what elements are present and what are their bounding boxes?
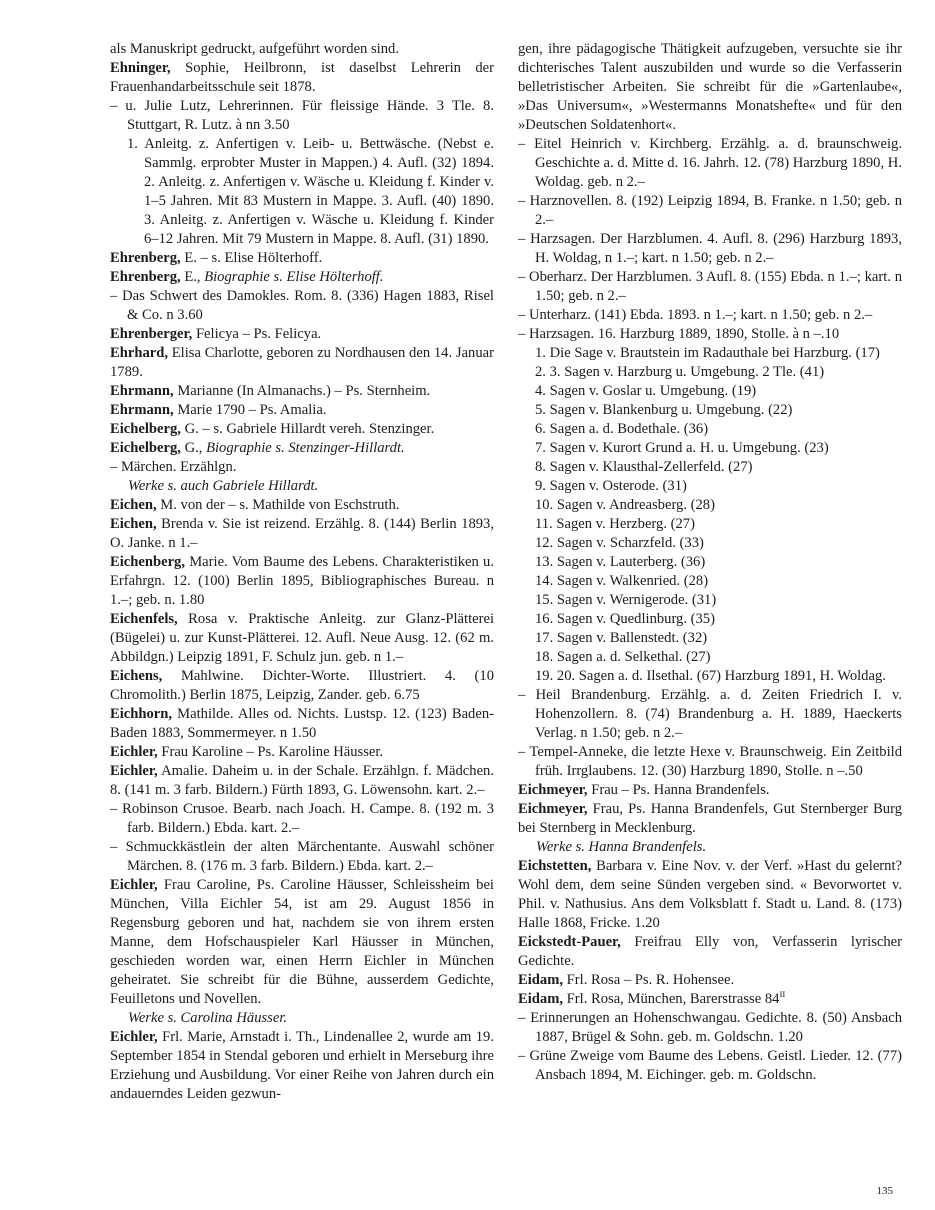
- entry-paragraph: – Harzsagen. 16. Harzburg 1889, 1890, Stolle. à n –.10: [518, 326, 840, 342]
- entry-paragraph: 2. 3. Sagen v. Harzburg u. Umgebung. 2 Tle. (41): [535, 364, 825, 380]
- entry-paragraph: Eichstetten, Barbara v. Eine Nov. v. der Verf. »Hast du gelernt? Wohl dem, dem seine Sünden vergeben sind. « Bevorwortet v. Phil. v. Nathusius. Ans dem Volksblatt f. Stadt u. Land. 8. (173) Halle 1868, Fricke. 1.20: [518, 858, 902, 931]
- page-number: 135: [876, 1185, 893, 1197]
- entry-paragraph: Ehrhard, Elisa Charlotte, geboren zu Nordhausen den 14. Januar 1789.: [110, 345, 494, 380]
- entry-paragraph: – Grüne Zweige vom Baume des Lebens. Geistl. Lieder. 12. (77) Ansbach 1894, M. Eichinger. geb. m. Goldschn.: [518, 1048, 902, 1083]
- entry-paragraph: – Harznovellen. 8. (192) Leipzig 1894, B. Franke. n 1.50; geb. n 2.–: [518, 193, 902, 228]
- entry-paragraph: Ehninger, Sophie, Heilbronn, ist daselbst Lehrerin der Frauenhandarbeitsschule seit 1878.: [110, 60, 494, 95]
- entry-paragraph: 5. Sagen v. Blankenburg u. Umgebung. (22): [535, 402, 793, 418]
- entry-paragraph: 7. Sagen v. Kurort Grund a. H. u. Umgebung. (23): [535, 440, 829, 456]
- entry-paragraph: 16. Sagen v. Quedlinburg. (35): [535, 611, 715, 627]
- entry-paragraph: – u. Julie Lutz, Lehrerinnen. Für fleissige Hände. 3 Tle. 8. Stuttgart, R. Lutz. à nn 3.50: [110, 98, 494, 133]
- entry-paragraph: Werke s. auch Gabriele Hillardt.: [128, 478, 319, 494]
- entry-paragraph: Ehrmann, Marie 1790 – Ps. Amalia.: [110, 402, 327, 418]
- left-column: [110, 40, 494, 1104]
- entry-paragraph: Werke s. Hanna Brandenfels.: [536, 839, 707, 855]
- entry-paragraph: – Tempel-Anneke, die letzte Hexe v. Braunschweig. Ein Zeitbild früh. Irrglaubens. 12. (30) Harzburg 1890, Stolle. n –.50: [518, 744, 902, 779]
- entry-paragraph: 12. Sagen v. Scharzfeld. (33): [535, 535, 704, 551]
- entry-paragraph: Ehrenberg, E. – s. Elise Hölterhoff.: [110, 250, 323, 266]
- entry-paragraph: Eichenberg, Marie. Vom Baume des Lebens. Charakteristiken u. Erfahrgn. 12. (100) Berlin 1895, Bibliographisches Bureau. n 1.–; geb. n. 1.80: [110, 554, 494, 608]
- entry-paragraph: 19. 20. Sagen a. d. Ilsethal. (67) Harzburg 1891, H. Woldag.: [535, 668, 886, 684]
- entry-paragraph: Ehrenberger, Felicya – Ps. Felicya.: [110, 326, 322, 342]
- right-column: [518, 40, 902, 1104]
- entry-paragraph: – Oberharz. Der Harzblumen. 3 Aufl. 8. (155) Ebda. n 1.–; kart. n 1.50; geb. n 2.–: [518, 269, 902, 304]
- entry-paragraph: – Erinnerungen an Hohenschwangau. Gedichte. 8. (50) Ansbach 1887, Brügel & Sohn. geb. m. Goldschn. 1.20: [518, 1010, 902, 1045]
- entry-paragraph: als Manuskript gedruckt, aufgeführt worden sind.: [110, 41, 399, 57]
- entry-paragraph: Eichelberg, G. – s. Gabriele Hillardt vereh. Stenzinger.: [110, 421, 435, 437]
- entry-paragraph: gen, ihre pädagogische Thätigkeit aufzugeben, versuchte sie ihr dichterisches Talent auszubilden und wurde so die Verfasserin belletristischer Arbeiten. Sie schreibt für die »Gartenlaube«, »Das Universum«, »Westermanns Monatshefte« und für den »Deutschen Soldatenhort«.: [518, 41, 902, 133]
- entry-paragraph: Eichler, Frau Caroline, Ps. Caroline Häusser, Schleissheim bei München, Villa Eichler 54, ist am 29. August 1856 in Regensburg geboren und hat, nachdem sie von ihrem ersten Manne, dem Hofschauspieler Karl Häusser in München, geschieden worden war, einen Herrn Eichler in München geheiratet. Sie schreibt für die Bühne, ausserdem Gedichte, Feuilletons und Novellen.: [110, 877, 494, 1007]
- entry-paragraph: Eichens, Mahlwine. Dichter-Worte. Illustriert. 4. (10 Chromolith.) Berlin 1875, Leipzig, Zander. geb. 6.75: [110, 668, 494, 703]
- entry-paragraph: Eichen, M. von der – s. Mathilde von Eschstruth.: [110, 497, 400, 513]
- entry-paragraph: 1. Anleitg. z. Anfertigen v. Leib- u. Bettwäsche. (Nebst e. Sammlg. erprobter Muster in Mappen.) 4. Aufl. (32) 1894. 2. Anleitg. z. Anfertigen v. Wäsche u. Kleidung f. Kinder v. 1–5 Jahren. Mit 83 Mustern in Mappe. 3. Aufl. (40) 1890. 3. Anleitg. z. Anfertigen v. Wäsche u. Kleidung f. Kinder 6–12 Jahren. Mit 79 Mustern in Mappe. 8. Aufl. (31) 1890.: [127, 136, 494, 247]
- entry-paragraph: 13. Sagen v. Lauterberg. (36): [535, 554, 706, 570]
- entry-paragraph: Eichler, Frl. Marie, Arnstadt i. Th., Lindenallee 2, wurde am 19. September 1854 in Stendal geboren und erhielt in Merseburg ihre Erziehung und Ausbildung. Vor einer Reihe von Jahren durch ein andauerndes Leiden gezwun-: [110, 1029, 494, 1102]
- entry-paragraph: Ehrenberg, E., Biographie s. Elise Hölterhoff.: [110, 269, 384, 285]
- entry-paragraph: – Märchen. Erzählgn.: [110, 459, 237, 475]
- entry-paragraph: 11. Sagen v. Herzberg. (27): [535, 516, 695, 532]
- entry-paragraph: Eichler, Amalie. Daheim u. in der Schale. Erzählgn. f. Mädchen. 8. (141 m. 3 farb. Bildern.) Fürth 1893, G. Löwensohn. kart. 2.–: [110, 763, 494, 798]
- entry-paragraph: 14. Sagen v. Walkenried. (28): [535, 573, 709, 589]
- entry-paragraph: Eickstedt-Pauer, Freifrau Elly von, Verfasserin lyrischer Gedichte.: [518, 934, 902, 969]
- text-columns: [110, 40, 902, 1104]
- entry-paragraph: – Robinson Crusoe. Bearb. nach Joach. H. Campe. 8. (192 m. 3 farb. Bildern.) Ebda. kart. 2.–: [110, 801, 494, 836]
- entry-paragraph: Eichelberg, G., Biographie s. Stenzinger-Hillardt.: [110, 440, 405, 456]
- entry-paragraph: Ehrmann, Marianne (In Almanachs.) – Ps. Sternheim.: [110, 383, 431, 399]
- entry-paragraph: – Das Schwert des Damokles. Rom. 8. (336) Hagen 1883, Risel & Co. n 3.60: [110, 288, 494, 323]
- entry-paragraph: 18. Sagen a. d. Selkethal. (27): [535, 649, 711, 665]
- entry-paragraph: Eichmeyer, Frau, Ps. Hanna Brandenfels, Gut Sternberger Burg bei Sternberg in Mecklenburg.: [518, 801, 902, 836]
- entry-paragraph: – Harzsagen. Der Harzblumen. 4. Aufl. 8. (296) Harzburg 1893, H. Woldag, n 1.–; kart. n 1.50; geb. n 2.–: [518, 231, 902, 266]
- entry-paragraph: 9. Sagen v. Osterode. (31): [535, 478, 687, 494]
- entry-paragraph: – Unterharz. (141) Ebda. 1893. n 1.–; kart. n 1.50; geb. n 2.–: [518, 307, 873, 323]
- entry-paragraph: – Heil Brandenburg. Erzählg. a. d. Zeiten Friedrich I. v. Hohenzollern. 8. (74) Brandenburg a. H. 1889, Haeckerts Verlag. n 1.50; geb. n 2.–: [518, 687, 902, 741]
- entry-paragraph: Werke s. Carolina Häusser.: [128, 1010, 288, 1026]
- entry-paragraph: 6. Sagen a. d. Bodethale. (36): [535, 421, 709, 437]
- entry-paragraph: Eichenfels, Rosa v. Praktische Anleitg. zur Glanz-Plätterei (Bügelei) u. zur Kunst-Plätterei. 12. Aufl. Neue Ausg. 12. (62 m. Abbildgn.) Leipzig 1891, F. Schulz jun. geb. n 1.–: [110, 611, 494, 665]
- entry-paragraph: 15. Sagen v. Wernigerode. (31): [535, 592, 717, 608]
- entry-paragraph: 4. Sagen v. Goslar u. Umgebung. (19): [535, 383, 757, 399]
- entry-paragraph: – Eitel Heinrich v. Kirchberg. Erzählg. a. d. braunschweig. Geschichte a. d. Mitte d. 16. Jahrh. 12. (78) Harzburg 1890, H. Woldag. geb. n 2.–: [518, 136, 902, 190]
- entry-paragraph: 10. Sagen v. Andreasberg. (28): [535, 497, 715, 513]
- entry-paragraph: Eichen, Brenda v. Sie ist reizend. Erzählg. 8. (144) Berlin 1893, O. Janke. n 1.–: [110, 516, 494, 551]
- entry-paragraph: 1. Die Sage v. Brautstein im Radauthale bei Harzburg. (17): [535, 345, 880, 361]
- entry-paragraph: 17. Sagen v. Ballenstedt. (32): [535, 630, 708, 646]
- entry-paragraph: Eichmeyer, Frau – Ps. Hanna Brandenfels.: [518, 782, 770, 798]
- entry-paragraph: Eichhorn, Mathilde. Alles od. Nichts. Lustsp. 12. (123) Baden-Baden 1883, Sommermeyer. n 1.50: [110, 706, 494, 741]
- entry-paragraph: – Schmuckkästlein der alten Märchentante. Auswahl schöner Märchen. 8. (176 m. 3 farb. Bildern.) Ebda. kart. 2.–: [110, 839, 494, 874]
- entry-paragraph: 8. Sagen v. Klausthal-Zellerfeld. (27): [535, 459, 753, 475]
- entry-paragraph: Eidam, Frl. Rosa, München, Barerstrasse $84^{II}$: [518, 989, 786, 1007]
- entry-paragraph: Eidam, Frl. Rosa – Ps. R. Hohensee.: [518, 972, 735, 988]
- entry-paragraph: Eichler, Frau Karoline – Ps. Karoline Häusser.: [110, 744, 384, 760]
